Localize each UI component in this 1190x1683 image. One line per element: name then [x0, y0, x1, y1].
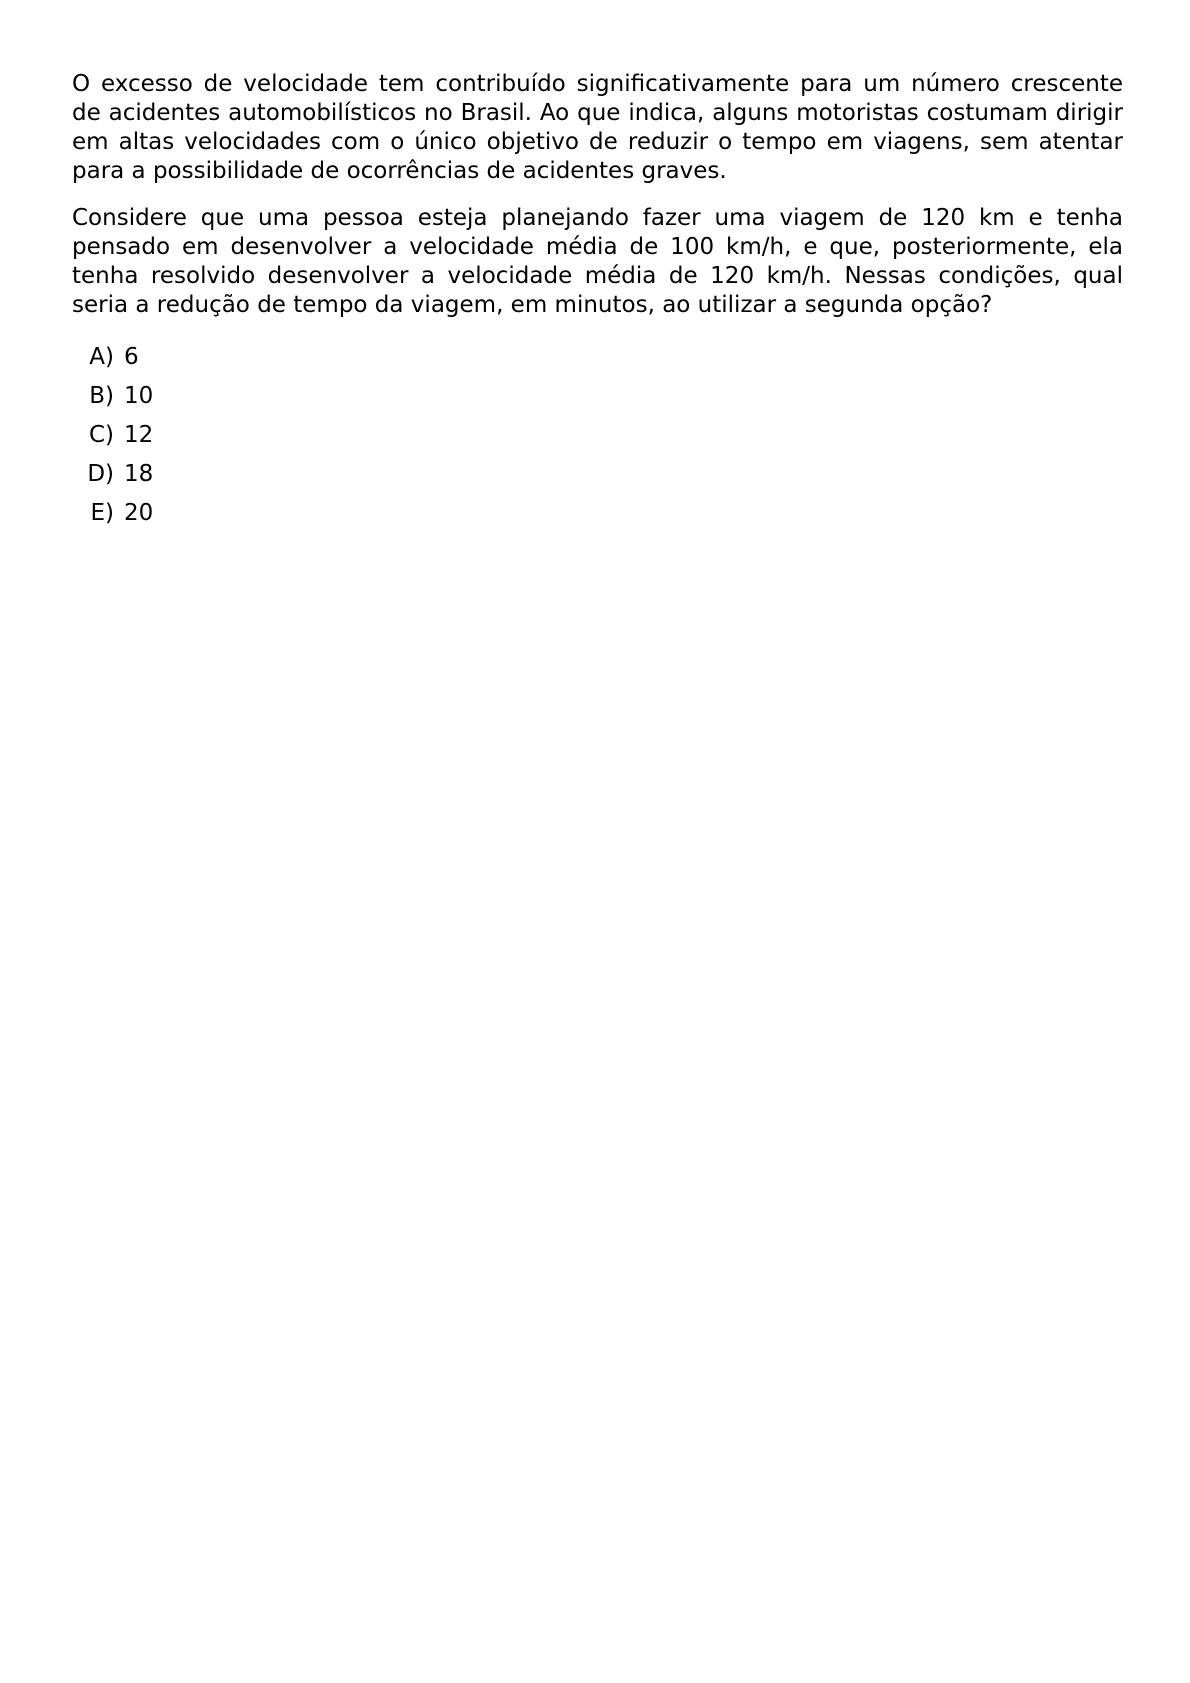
- option-letter: A): [89, 344, 114, 370]
- answer-option-d: [72, 455, 1123, 494]
- option-letter: B): [89, 383, 114, 409]
- option-value: 10: [124, 383, 154, 409]
- answer-option-e: [72, 494, 1123, 533]
- answer-option-a: [72, 338, 1123, 377]
- option-value: 20: [124, 500, 154, 526]
- option-letter: E): [90, 500, 114, 526]
- question-statement-paragraph: Considere que uma pessoa esteja planejando fazer uma viagem de 120 km e tenha pensado em desenvolver a velocidade média de 100 km/h, e que, posteriormente, ela tenha resolvido desenvolver a velocidade média de 120 km/h. Nessas condições, qual seria a redução de tempo da viagem, em minutos, ao utilizar a segunda opção?: [72, 205, 1123, 318]
- option-value: 12: [124, 422, 154, 448]
- answer-options-list: [72, 338, 1123, 533]
- answer-option-c: [72, 416, 1123, 455]
- question-block: [72, 70, 1123, 533]
- answer-option-b: [72, 377, 1123, 416]
- option-letter: C): [88, 422, 114, 448]
- option-letter: D): [87, 461, 114, 487]
- question-intro-paragraph: O excesso de velocidade tem contribuído significativamente para um número crescente de acidentes automobilísticos no Brasil. Ao que indica, alguns motoristas costumam dirigir em altas velocidades com o único objetivo de reduzir o tempo em viagens, sem atentar para a possibilidade de ocorrências de acidentes graves.: [72, 71, 1123, 184]
- option-value: 6: [124, 344, 139, 370]
- option-value: 18: [124, 461, 154, 487]
